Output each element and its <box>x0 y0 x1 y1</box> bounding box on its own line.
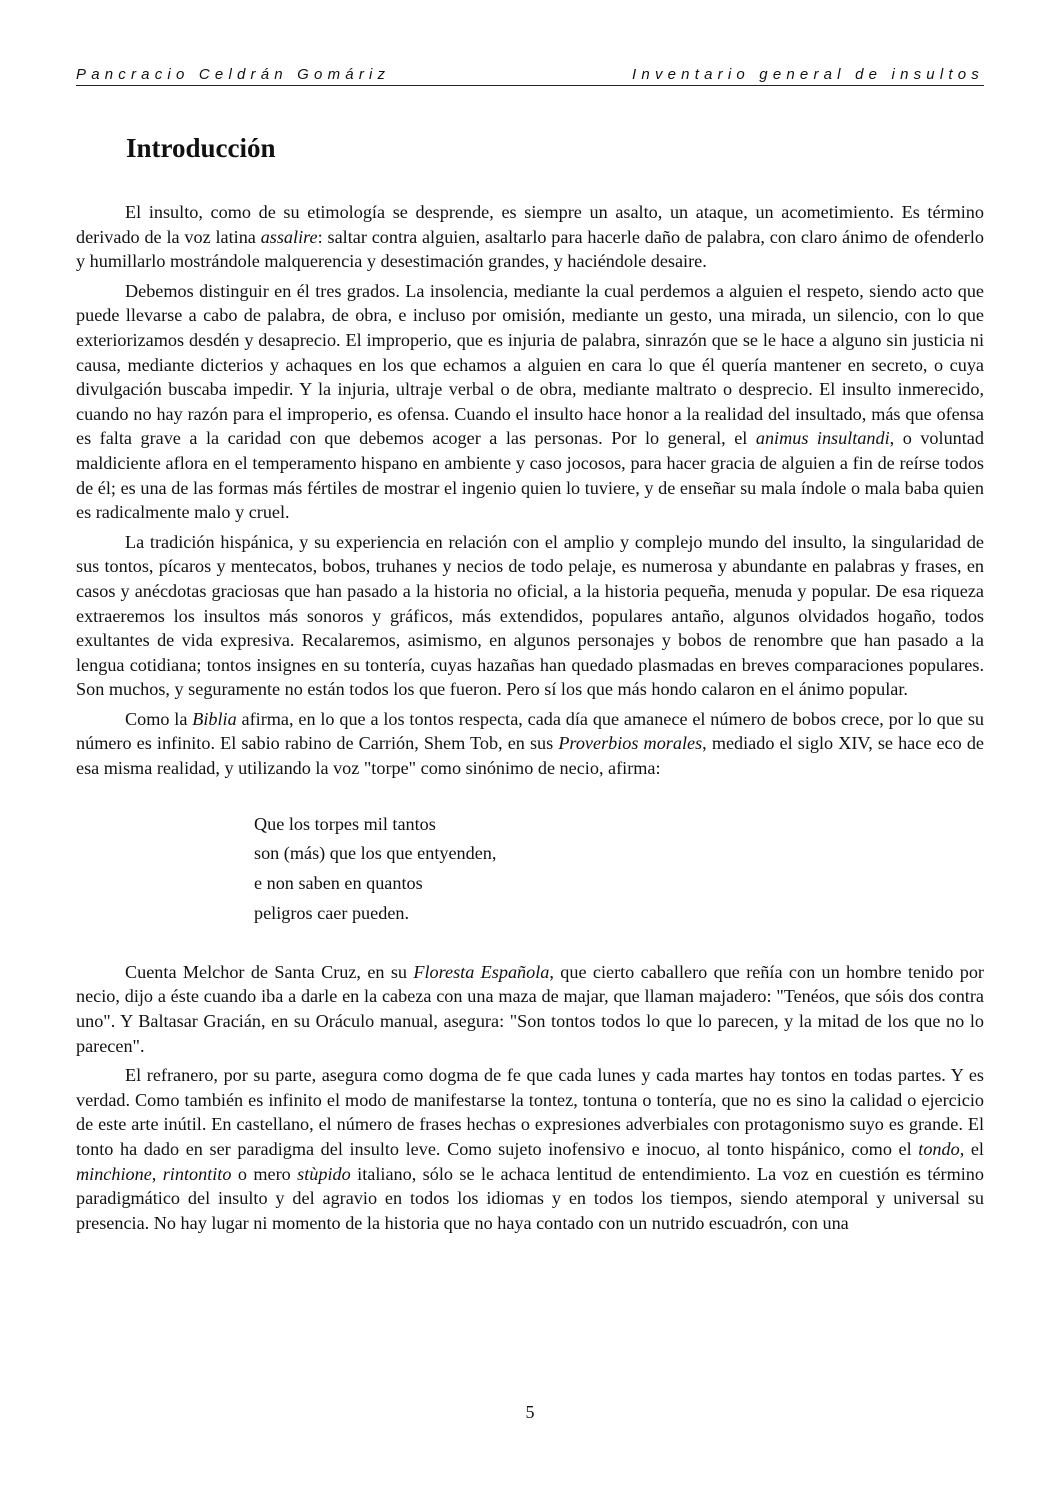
body-paragraph <box>76 960 984 1058</box>
body-paragraph <box>76 279 984 525</box>
paragraph-text: : saltar contra alguien, asaltarlo para hacerle daño de palabra, con claro ánimo de ofenderlo y humillarlo mostrándole malquerencia y desestimación grandes, y haciéndole desaire. <box>76 226 984 272</box>
paragraph-text: italiano, sólo se le achaca lentitud de entendimiento. La voz en cuestión es término paradigmático del insulto y del agravio en todos los idiomas y en todos los tiempos, siendo atemporal y universal su presencia. No hay lugar ni momento de la historia que no haya contado con un nutrido escuadrón, con una <box>76 1163 984 1233</box>
paragraph-text: El insulto, como de su etimología se desprende, es siempre un asalto, un ataque, un acometimiento. Es término derivado de la voz latina <box>76 202 984 247</box>
paragraph-text: , <box>151 1163 163 1184</box>
header-author: Pancracio Celdrán Gomáriz <box>76 66 391 83</box>
body-paragraph <box>76 200 984 274</box>
verse-block <box>254 810 984 929</box>
italic-term: stùpido <box>297 1163 351 1184</box>
italic-term: tondo <box>918 1139 960 1159</box>
paragraph-text: , o voluntad maldiciente aflora en el temperamento hispano en ambiente y caso jocosos, para hacer gracia de alguien a fin de reírse todos de él; es una de las formas más fértiles de mostrar el ingenio quien lo tuviere, y de enseñar su mala índole o mala baba quien es radicalmente malo y cruel. <box>76 428 984 523</box>
paragraph-text: , que cierto caballero que reñía con un hombre tenido por necio, dijo a éste cuando iba a darle en la cabeza con una maza de majar, que llaman majadero: "Tenéos, que sóis dos contra uno". Y Baltasar Gracián, en su Oráculo manual, asegura: "Son tontos todos lo que lo parecen, y la mitad de los que no lo parecen". <box>76 961 984 1056</box>
paragraphs-before-verse <box>76 200 984 781</box>
header-book-title: Inventario general de insultos <box>632 66 984 83</box>
page-number: 5 <box>525 1402 535 1422</box>
paragraph-text: El refranero, por su parte, asegura como dogma de fe que cada lunes y cada martes hay tontos en todas partes. Y es verdad. Como también es infinito el modo de manifestarse la tontez, tontuna o tontería, que no es sino la calidad o ejercicio de este arte inútil. En castellano, el número de frases hechas o expresiones adverbiales con protagonismo suyo es grande. El tonto ha dado en ser paradigma del insulto leve. Como sujeto inofensivo e inocuo, al tonto hispánico, como el <box>76 1065 984 1159</box>
running-header <box>76 66 984 86</box>
paragraphs-after-verse <box>76 960 984 1236</box>
italic-term: Floresta Española <box>413 961 550 982</box>
paragraph-text: Debemos distinguir en él tres grados. La insolencia, mediante la cual perdemos a alguien el respeto, siendo acto que puede llevarse a cabo de palabra, de obra, e incluso por omisión, mediante un gesto, una mirada, un silencio, con lo que exteriorizamos desdén y desaprecio. El improperio, que es injuria de palabra, sinrazón que se le hace a alguno sin justicia ni causa, mediante dicterios y achaques en los que echamos a alguien en cara lo que él quería mantener en secreto, o cuya divulgación buscaba impedir. Y la injuria, ultraje verbal o de obra, mediante maltrato o desprecio. El insulto inmerecido, cuando no hay razón para el improperio, es ofensa. Cuando el insulto hace honor a la realidad del insultado, más que ofensa es falta grave a la caridad con que debemos acoger a las personas. Por lo general, el <box>76 280 984 449</box>
body-paragraph <box>76 1063 984 1235</box>
italic-term: animus insultandi <box>755 428 890 449</box>
verse-line: Que los torpes mil tantos <box>254 813 436 834</box>
paragraph-text: Como la <box>125 708 193 729</box>
body-paragraph <box>76 707 984 781</box>
italic-term: Proverbios morales <box>558 733 703 754</box>
paragraph-text: o mero <box>231 1163 298 1184</box>
verse-line: peligros caer pueden. <box>254 903 410 924</box>
chapter-title: Introducción <box>126 133 276 163</box>
body-text <box>76 200 984 1240</box>
italic-term: Biblia <box>192 708 237 729</box>
italic-term: minchione <box>76 1163 152 1184</box>
paragraph-text: Cuenta Melchor de Santa Cruz, en su <box>125 961 414 982</box>
italic-term: assalire <box>260 226 318 247</box>
paragraph-text: La tradición hispánica, y su experiencia en relación con el amplio y complejo mundo del insulto, la singularidad de sus tontos, pícaros y mentecatos, bobos, truhanes y necios de todo pelaje, es numerosa y abundante en palabras y frases, en casos y anécdotas graciosas que han pasado a la historia no oficial, a la historia pequeña, menuda y popular. De esa riqueza extraeremos los insultos más sonoros y gráficos, más extendidos, populares antaño, algunos olvidados hogaño, todos exultantes de vida expresiva. Recalaremos, asimismo, en algunos personajes y bobos de renombre que han pasado a la lengua cotidiana; tontos insignes en su tontería, cuyas hazañas han quedado plasmadas en breves comparaciones populares. Son muchos, y seguramente no están todos los que fueron. Pero sí los que más hondo calaron en el ánimo popular. <box>76 531 984 700</box>
paragraph-text: afirma, en lo que a los tontos respecta, cada día que amanece el número de bobos crece, por lo que su número es infinito. El sabio rabino de Carrión, Shem Tob, en sus <box>76 708 984 754</box>
paragraph-text: , el <box>959 1139 984 1159</box>
body-paragraph <box>76 530 984 702</box>
verse-line: son (más) que los que entyenden, <box>254 843 497 864</box>
verse-line: e non saben en quantos <box>254 873 423 894</box>
italic-term: rintontito <box>162 1163 232 1184</box>
paragraph-text: , mediado el siglo XIV, se hace eco de esa misma realidad, y utilizando la voz "torpe" como sinónimo de necio, afirma: <box>76 733 984 779</box>
